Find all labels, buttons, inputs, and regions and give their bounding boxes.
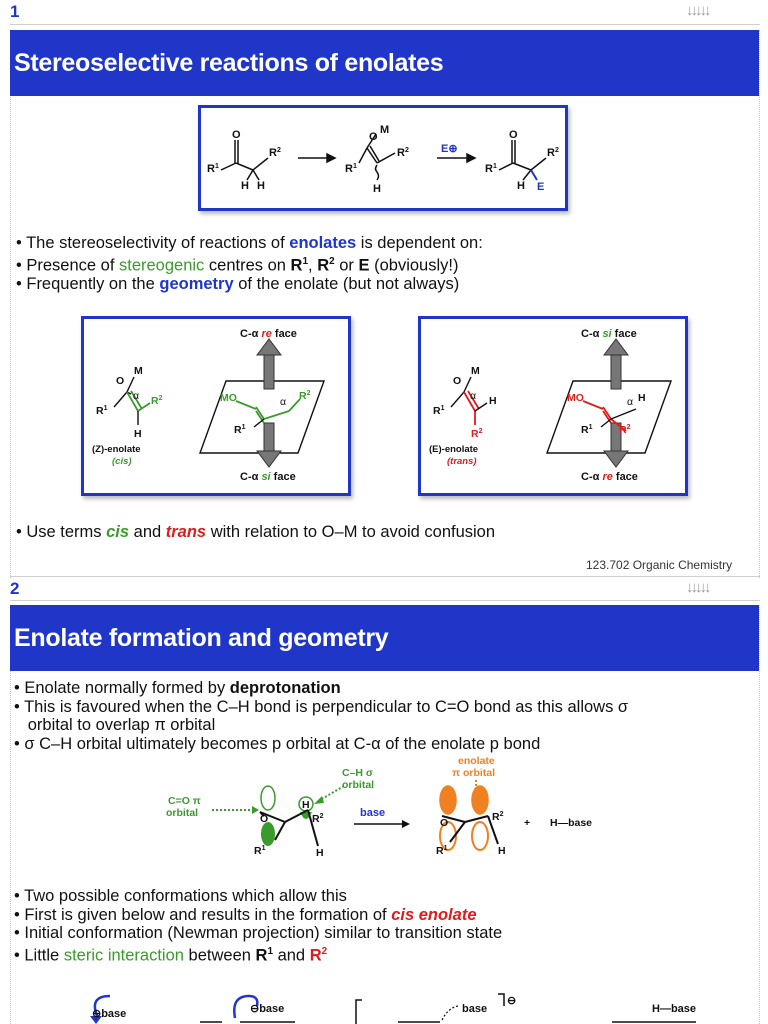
trans-label: (trans) bbox=[447, 456, 477, 467]
svg-text:R1: $R^1$ bbox=[433, 405, 445, 417]
bullet-3: • σ C–H orbital ultimately becomes p orbital at C-α of the enolate p bond bbox=[14, 734, 541, 753]
svg-text:R2: $R^2$ bbox=[471, 428, 483, 440]
slide1-bullets bbox=[16, 234, 483, 293]
reaction-scheme bbox=[198, 105, 568, 211]
svg-text:R2: $R^2$ bbox=[492, 811, 504, 823]
svg-text:H: H bbox=[302, 799, 310, 811]
svg-text:R2: $R^2$ bbox=[312, 813, 324, 825]
newman-scheme-partial bbox=[80, 990, 720, 1024]
svg-text:O: O bbox=[440, 817, 449, 829]
bullet-6: • Initial conformation (Newman projection) similar to transition state bbox=[14, 924, 503, 942]
svg-text:R1: $R^1$ bbox=[234, 424, 246, 436]
svg-text:O: O bbox=[260, 813, 269, 825]
svg-text:R1: $R^1$ bbox=[485, 163, 497, 175]
svg-text:R2: $R^2$ bbox=[619, 424, 631, 436]
svg-text:H: H bbox=[489, 395, 497, 407]
base-label-1: ⊖base bbox=[92, 1008, 127, 1020]
scheme-atom-o: O bbox=[232, 129, 241, 141]
svg-text:R1: $R^1$ bbox=[207, 163, 219, 175]
svg-text:O: O bbox=[116, 375, 125, 387]
svg-text:R1: $R^1$ bbox=[345, 163, 357, 175]
svg-text:H: H bbox=[316, 847, 324, 859]
slide2-bullets-2 bbox=[14, 887, 502, 965]
svg-text:α: α bbox=[280, 396, 287, 408]
slide-number: 1 bbox=[10, 2, 20, 21]
bullet-7: • Little steric interaction between $R^1$ and $R^2$ bbox=[14, 945, 328, 964]
svg-text:H: H bbox=[241, 180, 249, 192]
z-enolate-label: (Z)-enolate bbox=[92, 444, 141, 455]
svg-text:H: H bbox=[517, 180, 525, 192]
z-enolate-panel bbox=[81, 316, 351, 496]
svg-text:α: α bbox=[133, 390, 140, 402]
svg-text:M: M bbox=[471, 365, 480, 377]
nav-arrows[interactable]: ↓↓↓↓↓ bbox=[686, 579, 709, 596]
z-top-face-label: C-α re face bbox=[240, 328, 297, 340]
z-enolate-drawing bbox=[84, 319, 348, 493]
svg-text:H: H bbox=[373, 183, 381, 195]
bullet-3: • Frequently on the geometry of the enolate (but not always) bbox=[16, 274, 460, 293]
h-base-label: H—base bbox=[652, 1003, 697, 1015]
svg-text:R2: $R^2$ bbox=[151, 395, 163, 407]
svg-text:H: H bbox=[498, 845, 506, 857]
svg-text:R1: $R^1$ bbox=[436, 845, 448, 857]
bullet-1: • The stereoselectivity of reactions of enolates is dependent on: bbox=[16, 234, 483, 252]
h-base-product: H—base bbox=[550, 817, 593, 829]
svg-text:O: O bbox=[369, 131, 378, 143]
base-label-2: ⊖base bbox=[250, 1003, 285, 1015]
slide-title: Enolate formation and geometry bbox=[10, 605, 759, 671]
svg-text:R2: $R^2$ bbox=[299, 390, 311, 402]
divider bbox=[10, 576, 760, 577]
svg-text:R1: $R^1$ bbox=[254, 845, 266, 857]
orbital-scheme bbox=[160, 752, 620, 864]
e-enolate-panel bbox=[418, 316, 688, 496]
slide-number: 2 bbox=[10, 579, 20, 598]
svg-text:orbital: orbital bbox=[342, 779, 375, 791]
svg-text:M: M bbox=[380, 124, 390, 136]
slide2-bullets bbox=[14, 679, 628, 753]
e-bottom-face-label: C-α re face bbox=[581, 471, 638, 483]
divider bbox=[10, 600, 760, 601]
svg-text:H: H bbox=[134, 428, 142, 440]
bullet-4: • Two possible conformations which allow this bbox=[14, 887, 347, 905]
svg-text:E: E bbox=[537, 181, 545, 193]
svg-text:orbital: orbital bbox=[166, 807, 199, 819]
bullet-2-cont: orbital to overlap π orbital bbox=[14, 716, 216, 734]
svg-text:R2: $R^2$ bbox=[397, 147, 409, 159]
z-bottom-face-label: C-α si face bbox=[240, 471, 296, 483]
cis-label: (cis) bbox=[112, 456, 132, 467]
bullet-5: • First is given below and results in the formation of cis enolate bbox=[14, 905, 477, 924]
ch-sigma-label: C–H σ bbox=[342, 767, 374, 779]
svg-text:H: H bbox=[257, 180, 265, 192]
e-enolate-label: (E)-enolate bbox=[429, 444, 479, 455]
bullet-2: • This is favoured when the C–H bond is perpendicular to C=O bond as this allows σ bbox=[14, 697, 629, 716]
svg-text:α: α bbox=[470, 390, 477, 402]
divider bbox=[10, 24, 760, 25]
slide1-last-bullet: • Use terms cis and trans with relation to O–M to avoid confusion bbox=[16, 523, 496, 541]
base-label-3: base bbox=[462, 1003, 488, 1015]
svg-text:M: M bbox=[134, 365, 143, 377]
svg-text:O: O bbox=[509, 129, 518, 141]
svg-text:+: + bbox=[524, 817, 531, 829]
e-top-face-label: C-α si face bbox=[581, 328, 637, 340]
svg-text:π orbital: π orbital bbox=[452, 767, 496, 779]
bullet-2: • Presence of stereogenic centres on $R^1$, $R^2$ or E (obviously!) bbox=[16, 255, 459, 274]
electrophile-label: E⊕ bbox=[441, 143, 458, 155]
svg-text:α: α bbox=[627, 396, 634, 408]
svg-text:R1: $R^1$ bbox=[581, 424, 593, 436]
svg-text:R2: $R^2$ bbox=[547, 147, 559, 159]
co-pi-label: C=O π bbox=[168, 795, 201, 807]
svg-text:⊖: ⊖ bbox=[507, 995, 517, 1007]
nav-arrows[interactable]: ↓↓↓↓↓ bbox=[686, 2, 709, 19]
course-footer: 123.702 Organic Chemistry bbox=[586, 558, 733, 572]
svg-text:MO: MO bbox=[220, 392, 237, 404]
e-enolate-drawing bbox=[421, 319, 685, 493]
svg-text:H: H bbox=[638, 392, 646, 404]
svg-text:O: O bbox=[453, 375, 462, 387]
slide-title: Stereoselective reactions of enolates bbox=[10, 30, 759, 96]
bullet-1: • Enolate normally formed by deprotonation bbox=[14, 679, 341, 697]
svg-text:MO: MO bbox=[567, 392, 584, 404]
svg-text:R2: $R^2$ bbox=[269, 147, 281, 159]
reaction-scheme-drawing bbox=[201, 108, 565, 208]
enolate-pi-label: enolate bbox=[458, 755, 495, 767]
svg-text:R1: $R^1$ bbox=[96, 405, 108, 417]
base-label: base bbox=[360, 807, 386, 819]
